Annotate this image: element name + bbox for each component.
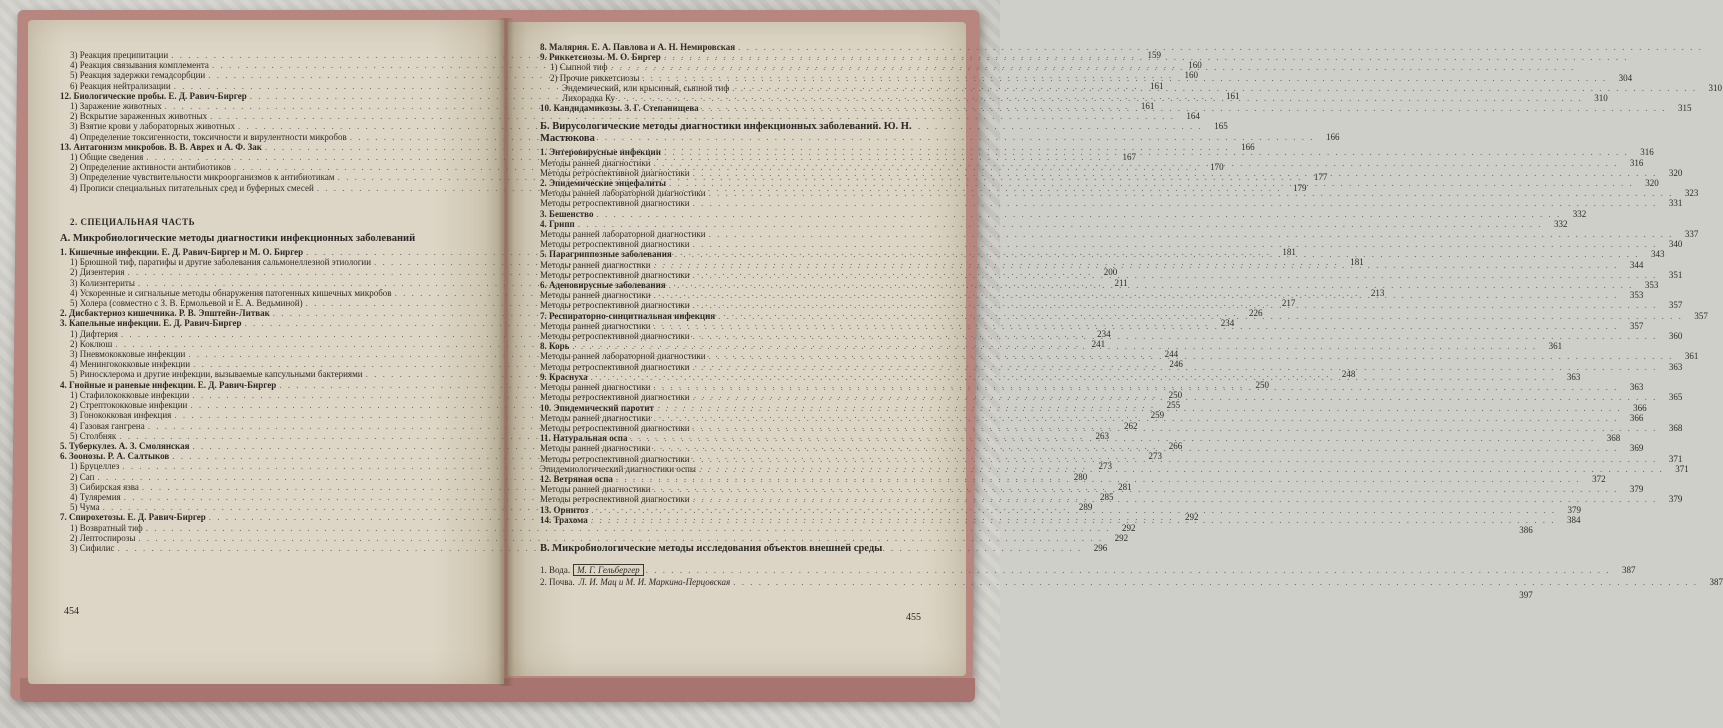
toc-entry-page: 226 — [1249, 308, 1263, 319]
toc-entry-page: 387 — [1709, 577, 1723, 588]
toc-entry-page: 366 — [1629, 412, 1644, 423]
toc-entry-page: 351 — [1668, 269, 1683, 280]
toc-leader-dots — [591, 372, 1556, 382]
toc-entry-page: 234 — [1097, 328, 1111, 339]
toc-entry-page: 213 — [1370, 287, 1385, 298]
toc-entry-page: 292 — [1122, 522, 1136, 533]
toc-entry-page: 332 — [1553, 218, 1568, 229]
toc-entry-title: 3. Бешенство — [540, 208, 594, 219]
toc-entry-title: 7. Спирохетозы. Е. Д. Равич-Биргер — [60, 512, 206, 523]
toc-entry-title: 7. Респираторно-синцитиальная инфекция — [540, 310, 716, 321]
toc-entry-page: 289 — [1078, 502, 1093, 513]
toc-entry-page: 316 — [1640, 147, 1654, 158]
toc-leader-dots — [693, 420, 1658, 433]
toc-entry — [540, 239, 1683, 250]
toc-leader-dots — [693, 168, 1658, 178]
toc-entry-title: 2) Прочие риккетсиозы — [550, 72, 640, 83]
toc-leader-dots — [591, 515, 1556, 525]
toc-entry-title: 1) Сыпной тиф — [550, 62, 608, 73]
toc-entry-title: Методы ретроспективной диагностики — [540, 494, 690, 505]
toc-entry-page: 159 — [1147, 50, 1161, 60]
toc-leader-dots — [616, 471, 1581, 484]
toc-entry-title: 3) Гонококковая инфекция — [70, 410, 172, 421]
toc-entry-title: 1) Общие сведения — [70, 152, 144, 163]
toc-entry-title: 3. Капельные инфекции. Е. Д. Равич-Биргер — [60, 318, 242, 329]
toc-leader-dots — [654, 260, 1619, 270]
toc-entry-page: 241 — [1091, 338, 1106, 349]
toc-entry-title: 1) Стафилококковые инфекции — [70, 389, 190, 400]
toc-entry-page: 259 — [1150, 410, 1165, 421]
toc-entry-page: 353 — [1629, 290, 1644, 301]
toc-entry-title: 3) Пневмококковые инфекции — [70, 349, 186, 360]
toc-entry-title: Методы ранней лабораторной диагностики — [540, 229, 706, 240]
toc-entry-page: 181 — [1350, 257, 1364, 268]
toc-entry-title: Методы ретроспективной диагностики — [540, 300, 690, 311]
toc-entry-page: 371 — [1668, 453, 1683, 464]
toc-entry-page: 296 — [1093, 542, 1108, 553]
toc-entry-title: 5) Столбняк — [70, 430, 117, 441]
toc-entry-page: 363 — [1566, 371, 1581, 382]
toc-leader-dots — [675, 249, 1640, 259]
toc-leader-dots — [572, 338, 1537, 351]
toc-entry-title: 1) Брюшной тиф, паратифы и другие заболевания сальмонеллезной этиологии — [70, 257, 372, 268]
toc-entry-page: 371 — [1675, 463, 1689, 474]
toc-entry-page: 343 — [1651, 249, 1665, 260]
toc-entry — [540, 188, 1699, 199]
toc-entry-page: 181 — [1282, 247, 1296, 258]
toc-leader-dots — [693, 491, 1658, 504]
toc-leader-dots — [733, 577, 1698, 587]
toc-entry — [60, 131, 1340, 142]
left-page-number: 454 — [64, 606, 79, 617]
toc-entry-title: 14. Трахома — [540, 514, 588, 525]
toc-entry-page: 368 — [1668, 422, 1683, 433]
toc-entry — [60, 141, 1255, 152]
toc-entry — [60, 522, 1136, 533]
toc-leader-dots — [646, 565, 1611, 575]
toc-entry-title — [540, 577, 730, 587]
toc-leader-dots — [693, 328, 1658, 341]
toc-entry-title: 5. Парагриппозные заболевания — [540, 249, 672, 260]
toc-entry-title: Методы ранней диагностики — [540, 290, 651, 301]
toc-entry-title: 4. Гнойные и раневые инфекции. Е. Д. Равич-Биргер — [60, 379, 277, 390]
toc-entry-title: 2) Дизентерия — [70, 267, 125, 278]
toc-entry-page: 379 — [1629, 484, 1644, 495]
toc-entry — [540, 229, 1699, 240]
part-title: 2. СПЕЦИАЛЬНАЯ ЧАСТЬ — [70, 216, 196, 227]
toc-entry-page: 266 — [1168, 440, 1183, 451]
toc-entry-title: Методы ретроспективной диагностики — [540, 453, 690, 464]
toc-entry-page: 340 — [1668, 239, 1683, 250]
toc-entry-page: 304 — [1618, 72, 1633, 83]
toc-entry — [540, 42, 940, 52]
toc-entry — [540, 52, 940, 62]
toc-entry-author: М. Г. Гельбергер — [574, 565, 643, 575]
toc-leader-dots — [709, 229, 1674, 239]
toc-entry-prefix: 2. Почва. — [540, 577, 575, 588]
toc-leader-dots — [669, 277, 1634, 290]
toc-leader-dots — [664, 52, 1629, 62]
toc-entry-title: 3) Взятие крови у лабораторных животных — [70, 121, 236, 132]
toc-entry — [540, 218, 1568, 229]
toc-entry-page: 357 — [1694, 310, 1708, 321]
toc-entry-page: 379 — [1668, 494, 1683, 505]
toc-leader-dots — [642, 73, 1607, 83]
toc-entry-page: 250 — [1255, 379, 1269, 390]
toc-entry-title: 6) Реакция нейтрализации — [70, 80, 171, 91]
toc-entry-title: 9. Краснуха — [540, 371, 588, 382]
toc-entry-title: 10. Эпидемический паротит — [540, 402, 654, 413]
toc-leader-dots — [718, 311, 1683, 321]
toc-entry-page: 164 — [1186, 111, 1200, 122]
toc-entry-page: 363 — [1629, 382, 1644, 393]
toc-entry-page: 211 — [1114, 277, 1128, 288]
toc-entry-page: 160 — [1188, 60, 1202, 71]
toc-entry-page: 255 — [1166, 400, 1181, 411]
toc-entry — [540, 208, 1587, 219]
toc-entry-page: 250 — [1168, 389, 1183, 400]
toc-entry-page: 331 — [1668, 198, 1683, 209]
toc-entry-title: Методы ранней диагностики — [540, 484, 651, 495]
toc-entry-title: 3) Определение чувствительности микроорганизмов к антибиотикам — [70, 172, 335, 183]
toc-entry-title: 6. Зоонозы. Р. А. Салтыков — [60, 451, 170, 462]
toc-entry-title: Методы ранней диагностики — [540, 412, 651, 423]
toc-entry-title: 1. Кишечные инфекции. Е. Д. Равич-Биргер и М. О. Биргер — [60, 247, 304, 258]
toc-leader-dots — [699, 464, 1664, 474]
toc-entry-title: Эндемический, или крысиный, сыпной тиф — [562, 82, 730, 93]
section-a-title: А. Микробиологические методы диагностики инфекционных заболеваний — [60, 233, 416, 245]
toc-entry-page: 161 — [1226, 90, 1240, 101]
toc-entry-title: 2) Вскрытие зараженных животных — [70, 111, 208, 122]
toc-leader-dots — [654, 321, 1619, 331]
toc-entry-page: 160 — [1184, 70, 1198, 81]
toc-entry-page: 363 — [1668, 361, 1683, 372]
toc-entry-title: 9. Риккетсиозы. М. О. Биргер — [540, 52, 661, 63]
toc-entry-title: 1) Заражение животных — [70, 101, 162, 112]
toc-entry-title: 4. Грипп — [540, 218, 575, 229]
toc-entry — [60, 121, 1228, 132]
toc-entry-page: 161 — [1149, 80, 1164, 91]
toc-entry-title: 6. Аденовирусные заболевания — [540, 280, 666, 291]
toc-entry-page: 323 — [1684, 188, 1699, 199]
toc-entry-page: 384 — [1566, 514, 1581, 525]
toc-entry-title: 1) Возвратный тиф — [70, 522, 143, 533]
toc-leader-dots — [654, 379, 1619, 392]
toc-entry-page: 332 — [1572, 208, 1587, 219]
toc-entry-title: 2) Сап — [70, 471, 95, 482]
toc-entry-page: 262 — [1124, 420, 1138, 431]
toc-entry-title: 3) Сифилис — [70, 542, 115, 553]
toc-entry-page: 244 — [1164, 349, 1179, 360]
toc-leader-dots — [591, 505, 1556, 515]
toc-entry-title: 2) Коклюш — [70, 338, 113, 349]
toc-entry-title: 3) Сибирская язва — [70, 481, 139, 492]
toc-leader-dots — [709, 351, 1674, 361]
toc-entry-page: 353 — [1644, 280, 1659, 291]
toc-entry-title: 2) Стрептококковые инфекции — [70, 400, 188, 411]
toc-entry-page: 292 — [1185, 512, 1199, 523]
toc-entry-title: Методы ретроспективной диагностики — [540, 167, 690, 178]
toc-entry-page: 200 — [1103, 267, 1118, 278]
toc-leader-dots — [618, 90, 1583, 103]
toc-entry-page: 361 — [1684, 351, 1699, 362]
toc-entry-page: 320 — [1668, 167, 1683, 178]
toc-entry-page: 316 — [1629, 157, 1644, 168]
toc-leader-dots — [693, 454, 1658, 464]
toc-entry-title: 2. Дисбактериоз кишечника. Р. В. Эпштейн-Литвак — [60, 308, 270, 319]
toc-entry-page: 273 — [1148, 451, 1162, 462]
toc-entry-title: 1. Энтеровирусные инфекции — [540, 147, 661, 158]
toc-leader-dots — [693, 239, 1658, 249]
toc-entry-page: 246 — [1169, 359, 1183, 370]
toc-entry-page: 360 — [1668, 331, 1683, 342]
toc-entry-page: 368 — [1606, 433, 1621, 444]
toc-leader-dots — [630, 430, 1595, 443]
toc-entry-page: 365 — [1668, 392, 1683, 403]
toc-entry-title: 2. Эпидемические энцефалиты — [540, 178, 666, 189]
toc-entry-title: Методы ретроспективной диагностики — [540, 422, 690, 433]
toc-entry-title: Методы ранней диагностики — [540, 382, 651, 393]
toc-leader-dots — [654, 158, 1619, 168]
toc-entry-page: 310 — [1594, 93, 1608, 104]
toc-entry-page: 310 — [1708, 82, 1722, 93]
toc-entry-title: Методы ретроспективной диагностики — [540, 269, 690, 280]
toc-entry-title: 3) Реакция преципитации — [70, 50, 169, 60]
toc-entry-title: 12. Биологические пробы. Е. Д. Равич-Биргер — [60, 90, 247, 101]
toc-entry-title: Эпидемиологический диагностики оспы — [540, 463, 696, 474]
toc-entry-title: Методы ранней диагностики — [540, 320, 651, 331]
toc-entry-title: Методы ранней диагностики — [540, 157, 651, 168]
toc-entry-page: 273 — [1098, 461, 1112, 472]
toc-entry-title: 1) Бруцеллез — [70, 461, 120, 472]
toc-entry-page: 357 — [1629, 320, 1644, 331]
toc-entry-title: 4) Туляремия — [70, 491, 121, 502]
toc-entry-page: 285 — [1099, 491, 1114, 502]
toc-entry-title: 13. Орнитоз — [540, 504, 589, 515]
toc-entry-title: 2) Лептоспирозы — [70, 532, 136, 543]
toc-entry-title: 5) Реакция задержки гемадсорбции — [70, 70, 206, 81]
toc-entry-title: Методы ретроспективной диагностики — [540, 392, 690, 403]
toc-leader-dots — [693, 389, 1658, 402]
toc-entry-title: Методы ретроспективной диагностики — [540, 361, 690, 372]
toc-entry-page: 263 — [1095, 430, 1109, 441]
toc-entry-title: 1) Дифтерия — [70, 328, 118, 339]
toc-entry-page: 248 — [1341, 369, 1356, 380]
toc-entry-page: 344 — [1629, 259, 1644, 270]
toc-leader-dots — [732, 80, 1697, 93]
toc-entry-title: 5) Холера (совместно с З. В. Ермольевой и Е. А. Ведьминой) — [70, 298, 303, 309]
toc-entry-title: 11. Натуральная оспа — [540, 433, 628, 444]
toc-entry-page: 337 — [1684, 229, 1699, 240]
toc-leader-dots — [669, 178, 1634, 188]
toc-entry — [540, 62, 940, 72]
toc-leader-dots — [702, 103, 1667, 113]
toc-leader-dots — [654, 481, 1619, 494]
toc-entry-title: Лихорадка Ку — [562, 93, 615, 104]
toc-leader-dots — [709, 188, 1674, 198]
toc-entry-title: 4) Менингококковые инфекции — [70, 359, 191, 370]
toc-entry-title: 4) Определение токсигенности, токсичности и вирулентности микробов — [70, 131, 347, 142]
toc-entry — [540, 198, 1683, 209]
toc-entry-title: 5. Туберкулез. А. З. Смолянская — [60, 440, 190, 451]
section-v-title: В. Микробиологические методы исследования объектов внешней среды — [540, 543, 883, 555]
toc-leader-dots — [611, 62, 1576, 72]
toc-leader-dots — [693, 300, 1658, 310]
toc-entry-title — [540, 565, 643, 575]
toc-entry-page: 357 — [1668, 300, 1683, 311]
toc-entry-title: Методы ранней лабораторной диагностики — [540, 351, 706, 362]
toc-entry-page: 387 — [1621, 565, 1636, 576]
toc-entry-page: 166 — [1326, 131, 1340, 142]
toc-leader-dots — [693, 198, 1658, 208]
toc-entry-page: 361 — [1548, 341, 1563, 352]
toc-entry-title: Методы ретроспективной диагностики — [540, 239, 690, 250]
toc-entry-title: Методы ранней лабораторной диагностики — [540, 188, 706, 199]
toc-entry-title: 3) Колиэнтериты — [70, 277, 135, 288]
toc-entry-title: Методы ранней диагностики — [540, 443, 651, 454]
toc-entry-page: 234 — [1220, 318, 1235, 329]
toc-entry — [540, 565, 1636, 576]
toc-entry-author: Л. И. Мац и М. И. Маркина-Перцовская — [578, 577, 731, 588]
toc-entry-page: 292 — [1114, 532, 1129, 543]
section-b-tail: 386 — [1519, 524, 1533, 535]
right-section-v-entries — [540, 565, 1723, 588]
toc-entry-title: 5) Чума — [70, 502, 100, 513]
toc-entry-page: 369 — [1629, 443, 1644, 454]
toc-entry-title: 2) Определение активности антибиотиков — [70, 162, 231, 173]
toc-leader-dots — [654, 413, 1619, 423]
toc-entry-title: 12. Ветряная оспа — [540, 473, 613, 484]
last-page-number-entry: 397 — [1519, 589, 1533, 600]
toc-entry-page: 170 — [1210, 162, 1224, 173]
toc-entry-page: 372 — [1592, 473, 1606, 484]
toc-entry-page: 320 — [1645, 178, 1659, 189]
section-b-title: Б. Вирусологические методы диагностики инфекционных заболеваний. Ю. Н. Мастюкова — [540, 121, 912, 145]
toc-entry-title: 8. Корь — [540, 341, 570, 352]
toc-entry-title: 8. Малярия. Е. А. Павлова и А. Н. Немировская — [540, 42, 736, 52]
toc-entry-page: 167 — [1122, 152, 1136, 163]
toc-entry-title: 4) Прописи специальных питательных сред и буферных смесей — [70, 182, 314, 193]
toc-entry-page: 366 — [1633, 402, 1647, 413]
toc-entry-title: Методы ранней диагностики — [540, 259, 651, 270]
toc-entry-title: 4) Реакция связывания комплемента — [70, 60, 209, 71]
toc-entry-title: Методы ретроспективной диагностики — [540, 331, 690, 342]
toc-entry — [60, 532, 1129, 543]
toc-entry-title: 5) Риносклерома и другие инфекции, вызываемые капсульными бактериями — [70, 369, 363, 380]
toc-entry-page: 217 — [1281, 298, 1296, 309]
toc-entry-page: 281 — [1118, 481, 1132, 492]
toc-leader-dots — [693, 362, 1658, 372]
toc-leader-dots — [578, 219, 1543, 229]
toc-leader-dots — [654, 287, 1619, 300]
toc-leader-dots — [693, 270, 1658, 280]
toc-entry-title: 10. Кандидамикозы. З. Г. Степанищева — [540, 103, 699, 114]
toc-entry-page: 179 — [1293, 182, 1307, 193]
toc-entry-title: Методы ретроспективной диагностики — [540, 198, 690, 209]
toc-entry-page: 280 — [1073, 471, 1088, 482]
toc-entry-page: 177 — [1313, 172, 1328, 183]
toc-entry — [60, 111, 1200, 122]
toc-entry-title: 4) Ускоренные и сигнальные методы обнаружения патогенных кишечных микробов — [70, 287, 392, 298]
toc-leader-dots — [657, 403, 1622, 413]
toc-entry-page: 379 — [1567, 504, 1582, 515]
right-page-number: 455 — [906, 612, 921, 623]
toc-entry — [540, 577, 1723, 588]
toc-entry-title: 4) Газовая гангрена — [70, 420, 145, 431]
toc-leader-dots — [664, 147, 1629, 157]
toc-leader-dots — [654, 440, 1619, 453]
toc-entry-page: 166 — [1241, 141, 1255, 152]
toc-entry-page: 165 — [1214, 121, 1228, 132]
toc-entry-prefix: 1. Вода. — [540, 565, 571, 576]
toc-entry-title: 13. Антагонизм микробов. В. В. Аврех и А. Ф. Зак — [60, 141, 262, 152]
toc-entry-page: 161 — [1140, 101, 1155, 112]
toc-entry-page: 315 — [1677, 103, 1692, 114]
toc-leader-dots — [738, 42, 1703, 52]
toc-leader-dots — [596, 209, 1561, 219]
